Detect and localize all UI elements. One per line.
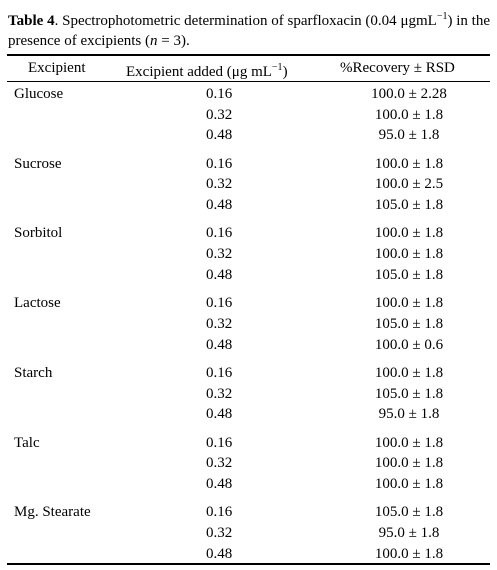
cell-amount-added: 0.32 bbox=[206, 524, 233, 541]
table-label: Table 4 bbox=[8, 13, 55, 29]
cell-recovery: 100.0 ± 0.6 bbox=[374, 336, 444, 353]
header-excipient: Excipient bbox=[28, 60, 86, 76]
header-added-close: ) bbox=[282, 64, 288, 80]
cell-amount-added: 0.32 bbox=[206, 385, 233, 402]
table-row bbox=[0, 404, 497, 424]
table-row bbox=[0, 474, 497, 494]
cell-recovery: 100.0 ± 1.8 bbox=[374, 225, 444, 242]
cell-recovery: 100.0 ± 1.8 bbox=[374, 295, 444, 312]
header-excipient-added bbox=[126, 58, 288, 82]
cell-recovery: 95.0 ± 1.8 bbox=[378, 524, 440, 541]
caption-text-1: . Spectrophotometric determination of sparfloxacin (0.04 μgmL bbox=[54, 13, 437, 29]
cell-amount-added: 0.16 bbox=[206, 434, 233, 451]
cell-recovery: 100.0 ± 1.8 bbox=[374, 434, 444, 451]
cell-recovery: 105.0 ± 1.8 bbox=[374, 315, 444, 332]
cell-recovery: 105.0 ± 1.8 bbox=[374, 385, 444, 402]
cell-excipient: Glucose bbox=[14, 86, 64, 102]
caption-text-3: = 3). bbox=[157, 33, 190, 49]
table-row bbox=[0, 314, 497, 334]
cell-excipient: Talc bbox=[14, 434, 40, 451]
cell-amount-added: 0.16 bbox=[206, 155, 233, 172]
table-caption bbox=[8, 7, 490, 51]
cell-amount-added: 0.32 bbox=[206, 315, 233, 332]
table-row bbox=[0, 453, 497, 473]
cell-amount-added: 0.16 bbox=[206, 295, 233, 312]
cell-amount-added: 0.32 bbox=[206, 176, 233, 193]
table-row bbox=[0, 174, 497, 194]
cell-amount-added: 0.16 bbox=[206, 86, 233, 102]
cell-amount-added: 0.16 bbox=[206, 364, 233, 381]
cell-recovery: 100.0 ± 1.8 bbox=[374, 106, 444, 123]
cell-amount-added: 0.16 bbox=[206, 225, 233, 242]
caption-n-variable: n bbox=[150, 33, 158, 49]
caption-text-2: ) in the presence of excipients ( bbox=[8, 13, 491, 49]
table-row bbox=[0, 125, 497, 145]
table-row bbox=[0, 105, 497, 125]
cell-amount-added: 0.32 bbox=[206, 246, 233, 263]
caption-superscript: −1 bbox=[436, 11, 448, 22]
cell-excipient: Sucrose bbox=[14, 155, 62, 172]
table-row bbox=[0, 502, 497, 522]
cell-amount-added: 0.48 bbox=[206, 475, 233, 492]
table-row bbox=[0, 384, 497, 404]
table-row bbox=[0, 363, 497, 383]
header-added-main: Excipient added (μg mL bbox=[126, 64, 272, 80]
cell-recovery: 100.0 ± 1.8 bbox=[374, 455, 444, 472]
cell-recovery: 100.0 ± 1.8 bbox=[374, 246, 444, 263]
cell-excipient: Lactose bbox=[14, 295, 61, 312]
table-row bbox=[0, 195, 497, 215]
header-added-superscript: −1 bbox=[271, 62, 283, 73]
table-row bbox=[0, 223, 497, 243]
table-row bbox=[0, 84, 497, 104]
table-row bbox=[0, 265, 497, 285]
table-header-rule bbox=[7, 81, 490, 82]
cell-excipient: Mg. Stearate bbox=[14, 504, 91, 521]
cell-recovery: 95.0 ± 1.8 bbox=[378, 127, 440, 144]
table-row bbox=[0, 244, 497, 264]
cell-recovery: 100.0 ± 1.8 bbox=[374, 155, 444, 172]
cell-amount-added: 0.32 bbox=[206, 455, 233, 472]
cell-excipient: Sorbitol bbox=[14, 225, 63, 242]
cell-amount-added: 0.48 bbox=[206, 197, 233, 214]
cell-amount-added: 0.32 bbox=[206, 106, 233, 123]
cell-recovery: 95.0 ± 1.8 bbox=[378, 406, 440, 423]
header-recovery: %Recovery ± RSD bbox=[340, 60, 455, 76]
table-row bbox=[0, 523, 497, 543]
cell-amount-added: 0.16 bbox=[206, 504, 233, 521]
cell-excipient: Starch bbox=[14, 364, 53, 381]
table-row bbox=[0, 293, 497, 313]
table-row bbox=[0, 335, 497, 355]
cell-recovery: 105.0 ± 1.8 bbox=[374, 504, 444, 521]
cell-amount-added: 0.48 bbox=[206, 336, 233, 353]
cell-amount-added: 0.48 bbox=[206, 266, 233, 283]
cell-recovery: 100.0 ± 2.5 bbox=[374, 176, 444, 193]
cell-recovery: 100.0 ± 1.8 bbox=[374, 475, 444, 492]
table-bottom-rule bbox=[7, 563, 490, 565]
cell-recovery: 105.0 ± 1.8 bbox=[374, 266, 444, 283]
cell-amount-added: 0.48 bbox=[206, 545, 233, 562]
table-row bbox=[0, 544, 497, 564]
table-row bbox=[0, 433, 497, 453]
cell-amount-added: 0.48 bbox=[206, 406, 233, 423]
cell-recovery: 100.0 ± 1.8 bbox=[374, 545, 444, 562]
cell-amount-added: 0.48 bbox=[206, 127, 233, 144]
cell-recovery: 100.0 ± 1.8 bbox=[374, 364, 444, 381]
table-row bbox=[0, 154, 497, 174]
cell-recovery: 105.0 ± 1.8 bbox=[374, 197, 444, 214]
cell-recovery: 100.0 ± 2.28 bbox=[371, 86, 447, 102]
table-top-rule bbox=[7, 54, 490, 56]
